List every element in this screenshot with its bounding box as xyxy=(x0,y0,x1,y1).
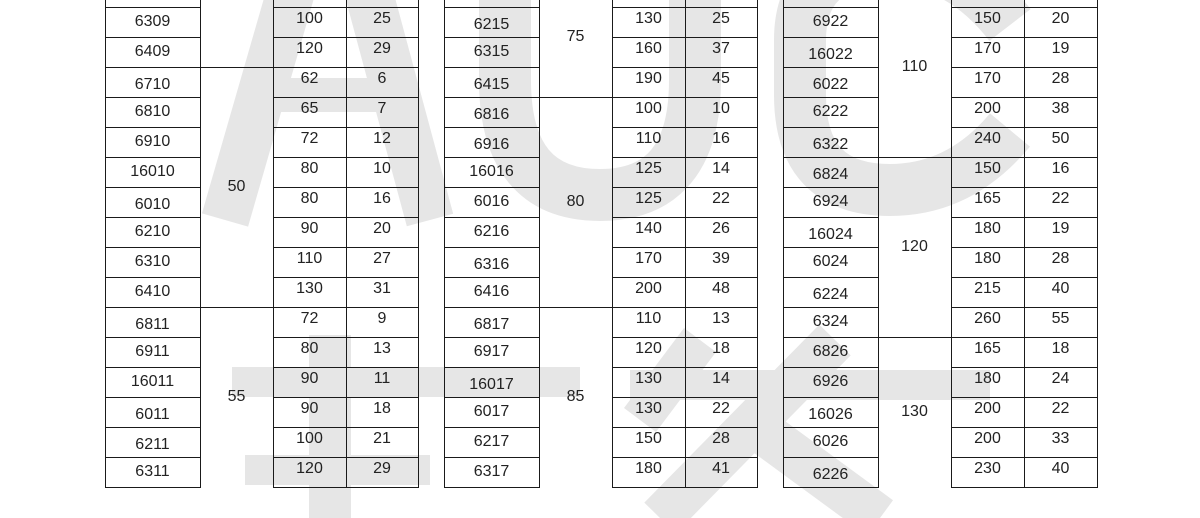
bearing-model-cell: 6324 xyxy=(812,313,849,330)
grid-line-horizontal xyxy=(612,487,758,488)
grid-line-horizontal xyxy=(273,487,419,488)
bearing-model-cell: 6911 xyxy=(135,343,170,360)
bearing-model-cell: 6017 xyxy=(473,403,510,420)
bearing-model-cell: 6211 xyxy=(135,435,170,453)
bearing-model-cell: 6416 xyxy=(473,283,510,300)
grid-line-horizontal xyxy=(783,487,879,488)
bearing-model-cell: 6217 xyxy=(473,433,510,450)
outer-diameter-cell: 180 xyxy=(974,220,1001,237)
width-cell: 9 xyxy=(377,310,387,327)
bearing-model-cell: 6216 xyxy=(473,223,510,240)
outer-diameter-cell: 190 xyxy=(635,70,662,87)
outer-diameter-cell: 200 xyxy=(635,280,662,297)
outer-diameter-cell: 80 xyxy=(300,340,319,357)
width-cell: 25 xyxy=(373,10,391,27)
width-cell: 20 xyxy=(373,220,391,237)
outer-diameter-cell: 110 xyxy=(296,250,323,267)
width-cell: 11 xyxy=(373,370,391,387)
width-cell: 40 xyxy=(1051,460,1070,477)
outer-diameter-cell: 80 xyxy=(300,160,319,177)
width-cell: 48 xyxy=(712,280,730,297)
width-cell xyxy=(685,0,757,7)
width-cell: 19 xyxy=(1051,220,1070,237)
outer-diameter-cell: 120 xyxy=(635,340,662,357)
bearing-model-cell: 16016 xyxy=(469,163,514,180)
grid-line-horizontal xyxy=(951,487,1098,488)
outer-diameter-cell: 90 xyxy=(300,370,319,387)
outer-diameter-cell: 230 xyxy=(974,460,1001,477)
bearing-model-cell: 6315 xyxy=(473,43,510,60)
width-cell xyxy=(1024,0,1097,7)
bore-diameter-cell: 110 xyxy=(901,58,928,75)
outer-diameter-cell: 100 xyxy=(635,100,662,117)
width-cell: 25 xyxy=(712,10,730,27)
bearing-model-cell: 6222 xyxy=(812,103,849,120)
bearing-model-cell: 6811 xyxy=(135,315,170,333)
bearing-model-cell: 6824 xyxy=(812,165,849,183)
bearing-model-cell: 6826 xyxy=(812,343,849,360)
width-cell: 33 xyxy=(1051,430,1070,447)
bearing-model-cell: 6817 xyxy=(473,315,510,333)
outer-diameter-cell: 120 xyxy=(296,460,323,477)
outer-diameter-cell: 100 xyxy=(296,10,323,27)
width-cell: 22 xyxy=(1051,400,1070,417)
outer-diameter-cell: 180 xyxy=(635,460,662,477)
bearing-model-cell: 6317 xyxy=(473,463,510,480)
width-cell: 10 xyxy=(712,100,730,117)
width-cell: 16 xyxy=(712,130,730,147)
width-cell: 26 xyxy=(712,220,730,237)
outer-diameter-cell: 200 xyxy=(974,400,1001,417)
width-cell: 12 xyxy=(373,130,391,147)
width-cell: 18 xyxy=(712,340,730,357)
outer-diameter-cell: 72 xyxy=(300,130,319,147)
width-cell: 28 xyxy=(1051,70,1070,87)
grid-line-horizontal xyxy=(105,487,201,488)
grid-line-horizontal xyxy=(444,487,540,488)
width-cell: 41 xyxy=(712,460,730,477)
outer-diameter-cell xyxy=(612,0,685,7)
width-cell: 20 xyxy=(1051,10,1070,27)
outer-diameter-cell: 200 xyxy=(974,100,1001,117)
width-cell: 13 xyxy=(373,340,391,357)
bearing-model-cell: 6924 xyxy=(812,193,849,210)
outer-diameter-cell: 150 xyxy=(635,430,662,447)
bearing-model-cell: 6309 xyxy=(134,13,171,30)
bore-diameter-cell: 85 xyxy=(566,388,585,405)
bearing-model-cell: 6917 xyxy=(473,343,510,360)
width-cell: 16 xyxy=(1051,160,1070,177)
bearing-model-cell: 6310 xyxy=(134,253,171,270)
bearing-model-cell: 6224 xyxy=(812,285,849,303)
bearing-model-cell: 6016 xyxy=(473,193,510,210)
outer-diameter-cell: 110 xyxy=(635,310,662,327)
outer-diameter-cell: 100 xyxy=(296,430,323,447)
outer-diameter-cell xyxy=(951,0,1024,7)
bearing-model-cell xyxy=(783,0,878,7)
width-cell: 18 xyxy=(373,400,391,417)
bearing-model-cell: 16022 xyxy=(808,45,853,63)
width-cell: 16 xyxy=(373,190,391,207)
bearing-model-cell: 6816 xyxy=(473,105,510,123)
bearing-model-cell: 16010 xyxy=(130,163,175,180)
bore-diameter-cell: 80 xyxy=(566,193,585,210)
outer-diameter-cell: 130 xyxy=(635,400,662,417)
bearing-model-cell: 16024 xyxy=(808,225,853,243)
outer-diameter-cell: 150 xyxy=(974,10,1001,27)
outer-diameter-cell: 170 xyxy=(635,250,662,267)
bearing-model-cell: 6922 xyxy=(812,13,849,30)
bore-diameter-cell: 55 xyxy=(227,388,246,405)
bearing-model-cell: 16011 xyxy=(130,373,175,390)
outer-diameter-cell: 120 xyxy=(296,40,323,57)
width-cell: 14 xyxy=(712,160,730,177)
outer-diameter-cell: 65 xyxy=(300,100,319,117)
bearing-model-cell: 6810 xyxy=(134,103,171,120)
width-cell: 29 xyxy=(373,40,391,57)
bearing-model-cell: 6910 xyxy=(134,133,171,150)
width-cell: 21 xyxy=(373,430,391,447)
bearing-model-cell xyxy=(444,0,539,7)
outer-diameter-cell: 215 xyxy=(974,280,1001,297)
width-cell: 22 xyxy=(712,400,730,417)
width-cell: 6 xyxy=(377,70,387,87)
width-cell: 13 xyxy=(712,310,730,327)
bore-diameter-cell xyxy=(200,0,273,67)
outer-diameter-cell: 80 xyxy=(300,190,319,207)
bearing-model-cell: 6011 xyxy=(135,405,170,423)
width-cell: 28 xyxy=(1051,250,1070,267)
grid-line-vertical xyxy=(757,0,758,488)
width-cell: 45 xyxy=(712,70,730,87)
bore-diameter-cell: 75 xyxy=(566,28,585,45)
bearing-model-cell: 6916 xyxy=(473,135,510,153)
outer-diameter-cell: 160 xyxy=(635,40,662,57)
bearing-model-cell: 6022 xyxy=(812,75,849,93)
bearing-model-cell: 6311 xyxy=(135,463,170,480)
bearing-model-cell: 6215 xyxy=(473,15,510,33)
width-cell: 22 xyxy=(1051,190,1070,207)
bearing-model-cell: 6024 xyxy=(812,253,849,270)
outer-diameter-cell: 200 xyxy=(974,430,1001,447)
bearing-model-cell: 6322 xyxy=(812,135,849,153)
bore-diameter-cell: 130 xyxy=(901,403,928,420)
outer-diameter-cell: 125 xyxy=(635,190,662,207)
outer-diameter-cell: 165 xyxy=(974,190,1001,207)
outer-diameter-cell: 260 xyxy=(974,310,1001,327)
bearing-model-cell: 16026 xyxy=(808,405,853,423)
bearing-model-cell: 6409 xyxy=(134,43,171,60)
width-cell: 39 xyxy=(712,250,730,267)
bearing-model-cell xyxy=(105,0,200,7)
outer-diameter-cell: 140 xyxy=(635,220,662,237)
outer-diameter-cell: 170 xyxy=(974,40,1001,57)
outer-diameter-cell: 130 xyxy=(296,280,323,297)
outer-diameter-cell: 130 xyxy=(635,370,662,387)
bore-diameter-cell: 50 xyxy=(227,178,246,195)
width-cell: 37 xyxy=(712,40,730,57)
bearing-model-cell: 6710 xyxy=(134,75,171,93)
outer-diameter-cell: 62 xyxy=(300,70,319,87)
bearing-model-cell: 16017 xyxy=(469,375,514,393)
width-cell: 31 xyxy=(373,280,391,297)
width-cell: 18 xyxy=(1051,340,1070,357)
bearing-model-cell: 6026 xyxy=(812,433,849,450)
grid-line-vertical xyxy=(418,0,419,488)
outer-diameter-cell: 150 xyxy=(974,160,1001,177)
bearing-model-cell: 6010 xyxy=(134,195,171,213)
outer-diameter-cell: 180 xyxy=(974,370,1001,387)
width-cell: 27 xyxy=(373,250,391,267)
width-cell: 38 xyxy=(1051,100,1070,117)
width-cell: 22 xyxy=(712,190,730,207)
bearing-model-cell: 6226 xyxy=(812,465,849,483)
width-cell: 55 xyxy=(1051,310,1070,327)
outer-diameter-cell: 110 xyxy=(635,130,662,147)
bore-diameter-cell: 120 xyxy=(901,238,928,255)
width-cell: 29 xyxy=(373,460,391,477)
bearing-model-cell: 6210 xyxy=(134,223,171,240)
outer-diameter-cell: 90 xyxy=(300,220,319,237)
bearing-model-cell: 6316 xyxy=(473,255,510,273)
width-cell: 7 xyxy=(377,100,387,117)
width-cell: 10 xyxy=(373,160,391,177)
outer-diameter-cell: 72 xyxy=(300,310,319,327)
outer-diameter-cell: 180 xyxy=(974,250,1001,267)
width-cell: 50 xyxy=(1051,130,1070,147)
width-cell xyxy=(346,0,418,7)
outer-diameter-cell: 90 xyxy=(300,400,319,417)
bearing-model-cell: 6410 xyxy=(134,283,171,300)
outer-diameter-cell xyxy=(273,0,346,7)
bearing-model-cell: 6415 xyxy=(473,75,510,93)
outer-diameter-cell: 165 xyxy=(974,340,1001,357)
width-cell: 24 xyxy=(1051,370,1070,387)
width-cell: 14 xyxy=(712,370,730,387)
width-cell: 19 xyxy=(1051,40,1070,57)
outer-diameter-cell: 130 xyxy=(635,10,662,27)
outer-diameter-cell: 240 xyxy=(974,130,1001,147)
width-cell: 40 xyxy=(1051,280,1070,297)
grid-line-vertical xyxy=(1097,0,1098,488)
bearing-model-cell: 6926 xyxy=(812,373,849,390)
outer-diameter-cell: 170 xyxy=(974,70,1001,87)
width-cell: 28 xyxy=(712,430,730,447)
outer-diameter-cell: 125 xyxy=(635,160,662,177)
